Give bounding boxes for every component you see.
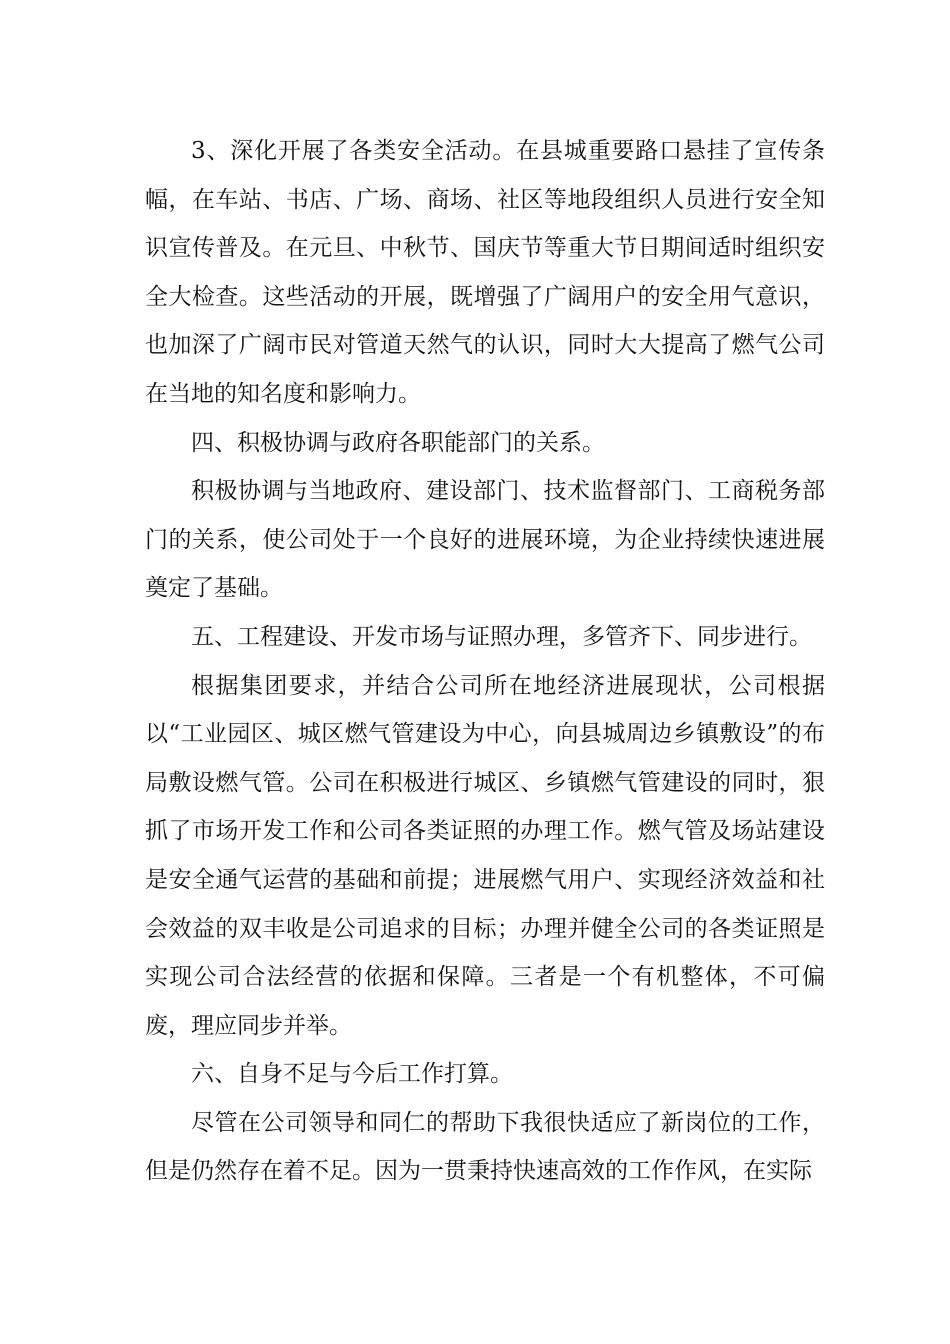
document-body — [145, 127, 825, 1196]
section-heading-five: 五、工程建设、开发市场与证照办理，多管齐下、同步进行。 — [191, 623, 812, 650]
paragraph-coordination: 积极协调与当地政府、建设部门、技术监督部门、工商税务部门的关系，使公司处于一个良好的进展环境，为企业持续快速进展奠定了基础。 — [145, 478, 825, 602]
paragraph-safety-activities: 3、深化开展了各类安全活动。在县城重要路口悬挂了宣传条幅，在车站、书店、广场、商场、社区等地段组织人员进行安全知识宣传普及。在元旦、中秋节、国庆节等重大节日期间适时组织安全大检查。这些活动的开展，既增强了广阔用户的安全用气意识，也加深了广阔市民对管道天然气的认识，同时大大提高了燃气公司在当地的知名度和影响力。 — [145, 138, 825, 407]
section-heading-four: 四、积极协调与政府各职能部门的关系。 — [191, 429, 605, 456]
paragraph-shortcomings: 尽管在公司领导和同仁的帮助下我很快适应了新岗位的工作，但是仍然存在着不足。因为一贯秉持快速高效的工作作风，在实际 — [145, 1109, 825, 1185]
section-heading-six: 六、自身不足与今后工作打算。 — [191, 1061, 513, 1088]
paragraph-construction: 根据集团要求，并结合公司所在地经济进展现状，公司根据以“工业园区、城区燃气管建设为中心，向县城周边乡镇敷设”的布局敷设燃气管。公司在积极进行城区、乡镇燃气管建设的同时，狠抓了市场开发工作和公司各类证照的办理工作。燃气管及场站建设是安全通气运营的基础和前提；进展燃气用户、实现经济效益和社会效益的双丰收是公司追求的目标；办理并健全公司的各类证照是实现公司合法经营的依据和保障。三者是一个有机整体，不可偏废，理应同步并举。 — [145, 672, 825, 1039]
